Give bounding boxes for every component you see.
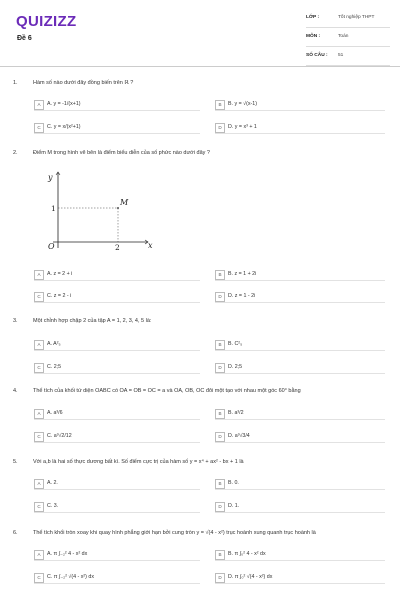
- option-text: D. a³√3/4: [228, 433, 250, 439]
- meta-row-count: [306, 53, 390, 66]
- option-d[interactable]: [215, 122, 385, 134]
- x-axis-label: x: [148, 241, 153, 250]
- option-letter-box: A: [34, 270, 44, 280]
- option-d[interactable]: [215, 362, 385, 374]
- option-d[interactable]: [215, 501, 385, 513]
- option-b[interactable]: [215, 408, 385, 420]
- option-letter-box: B: [215, 340, 225, 350]
- question-number: 2.: [13, 150, 18, 156]
- option-letter-box: D: [215, 363, 225, 373]
- option-c[interactable]: [34, 431, 200, 443]
- question-number: 3.: [13, 318, 18, 324]
- option-letter-box: B: [215, 409, 225, 419]
- origin-label: O: [48, 242, 55, 250]
- option-text: C. y = x/(x²+1): [47, 124, 81, 130]
- option-letter-box: D: [215, 292, 225, 302]
- header-divider: [0, 66, 400, 67]
- option-letter-box: A: [34, 100, 44, 110]
- option-text: A. a³/6: [47, 410, 63, 416]
- option-c[interactable]: [34, 122, 200, 134]
- option-letter-box: A: [34, 479, 44, 489]
- option-letter-box: D: [215, 432, 225, 442]
- meta-table: [306, 15, 390, 72]
- question-text: Điểm M trong hình vẽ bên là điểm biểu diễn của số phức nào dưới đây ?: [33, 150, 210, 156]
- option-text: B. π ∫₀² 4 - x² dx: [228, 551, 266, 557]
- option-text: D. z = 1 - 2i: [228, 293, 256, 299]
- option-letter-box: A: [34, 409, 44, 419]
- meta-key: SỐ CÂU :: [306, 53, 328, 58]
- option-letter-box: C: [34, 123, 44, 133]
- option-text: A. π ∫₋₂² 4 - x² dx: [47, 551, 88, 557]
- option-text: D. 2;5: [228, 364, 243, 370]
- option-text: B. z = 1 + 2i: [228, 271, 257, 277]
- option-c[interactable]: [34, 362, 200, 374]
- option-text: C. π ∫₋₂² √(4 - x²) dx: [47, 574, 94, 580]
- option-letter-box: A: [34, 550, 44, 560]
- option-b[interactable]: [215, 549, 385, 561]
- option-a[interactable]: [34, 339, 200, 351]
- option-letter-box: C: [34, 363, 44, 373]
- question-text: Thể tích khối tròn xoay khi quay hình phẳng giới hạn bởi cung tròn y = √(4 - x²) trục hoành xung quanh trục hoành là: [33, 530, 316, 536]
- option-b[interactable]: [215, 339, 385, 351]
- option-text: A. z = 2 + i: [47, 271, 73, 277]
- question-text: Một chỉnh hợp chập 2 của tập A = 1, 2, 3, 4, 5 là:: [33, 318, 152, 324]
- option-letter-box: C: [34, 432, 44, 442]
- option-d[interactable]: [215, 572, 385, 584]
- option-text: A. A²₅: [47, 341, 61, 347]
- question-number: 4.: [13, 388, 18, 394]
- meta-row-subject: [306, 34, 390, 47]
- y-tick-label: 1: [51, 204, 56, 213]
- complex-plane-figure: [38, 170, 158, 250]
- meta-row-class: [306, 15, 390, 28]
- option-text: C. a³√2/12: [47, 433, 72, 439]
- question-text: Hàm số nào dưới đây đồng biến trên ℝ ?: [33, 80, 134, 86]
- x-tick-label: 2: [115, 243, 120, 250]
- option-a[interactable]: [34, 549, 200, 561]
- question-text: Thể tích của khối tứ diện OABC có OA = OB = OC = a và OA, OB, OC đôi một tạo với nhau một góc 60° bằng: [33, 388, 301, 394]
- option-d[interactable]: [215, 431, 385, 443]
- option-text: C. 3.: [47, 503, 59, 509]
- option-a[interactable]: [34, 478, 200, 490]
- option-letter-box: B: [215, 100, 225, 110]
- option-c[interactable]: [34, 501, 200, 513]
- option-text: B. 0.: [228, 480, 239, 486]
- meta-value: Tốt nghiệp THPT: [338, 15, 375, 20]
- option-text: B. C²₅: [228, 341, 243, 347]
- option-letter-box: B: [215, 270, 225, 280]
- option-a[interactable]: [34, 99, 200, 111]
- option-a[interactable]: [34, 269, 200, 281]
- option-text: C. z = 2 - i: [47, 293, 72, 299]
- option-b[interactable]: [215, 478, 385, 490]
- option-letter-box: C: [34, 573, 44, 583]
- meta-key: MÔN :: [306, 34, 321, 39]
- option-letter-box: B: [215, 479, 225, 489]
- option-text: A. 2.: [47, 480, 58, 486]
- page-title: Đề 6: [17, 35, 32, 42]
- option-b[interactable]: [215, 269, 385, 281]
- option-text: C. 2;5: [47, 364, 62, 370]
- option-text: D. 1.: [228, 503, 240, 509]
- option-letter-box: A: [34, 340, 44, 350]
- option-d[interactable]: [215, 291, 385, 303]
- page-header: [0, 0, 400, 66]
- y-axis-label: y: [48, 173, 53, 182]
- meta-value: 51: [338, 53, 344, 58]
- point-m: [117, 207, 119, 209]
- option-letter-box: C: [34, 502, 44, 512]
- option-text: B. y = √(x-1): [228, 101, 257, 107]
- option-c[interactable]: [34, 291, 200, 303]
- meta-value: Toán: [338, 34, 349, 39]
- option-text: D. y = x³ + 1: [228, 124, 257, 130]
- option-letter-box: D: [215, 573, 225, 583]
- option-letter-box: C: [34, 292, 44, 302]
- option-b[interactable]: [215, 99, 385, 111]
- option-letter-box: D: [215, 502, 225, 512]
- question-number: 1.: [13, 80, 18, 86]
- option-letter-box: B: [215, 550, 225, 560]
- point-m-label: M: [120, 198, 129, 207]
- question-number: 5.: [13, 459, 18, 465]
- option-text: D. π ∫₀² √(4 - x²) dx: [228, 574, 273, 580]
- quizizz-logo: QUIZIZZ: [16, 13, 77, 30]
- option-c[interactable]: [34, 572, 200, 584]
- question-text: Với a,b là hai số thực dương bất kì. Số điểm cực trị của hàm số y = x⁴ + ax² - bx + 1 là: [33, 459, 244, 465]
- option-a[interactable]: [34, 408, 200, 420]
- option-text: B. a³/2: [228, 410, 244, 416]
- option-letter-box: D: [215, 123, 225, 133]
- meta-key: LỚP :: [306, 15, 320, 20]
- option-text: A. y = -1/(x+1): [47, 101, 81, 107]
- question-number: 6.: [13, 530, 18, 536]
